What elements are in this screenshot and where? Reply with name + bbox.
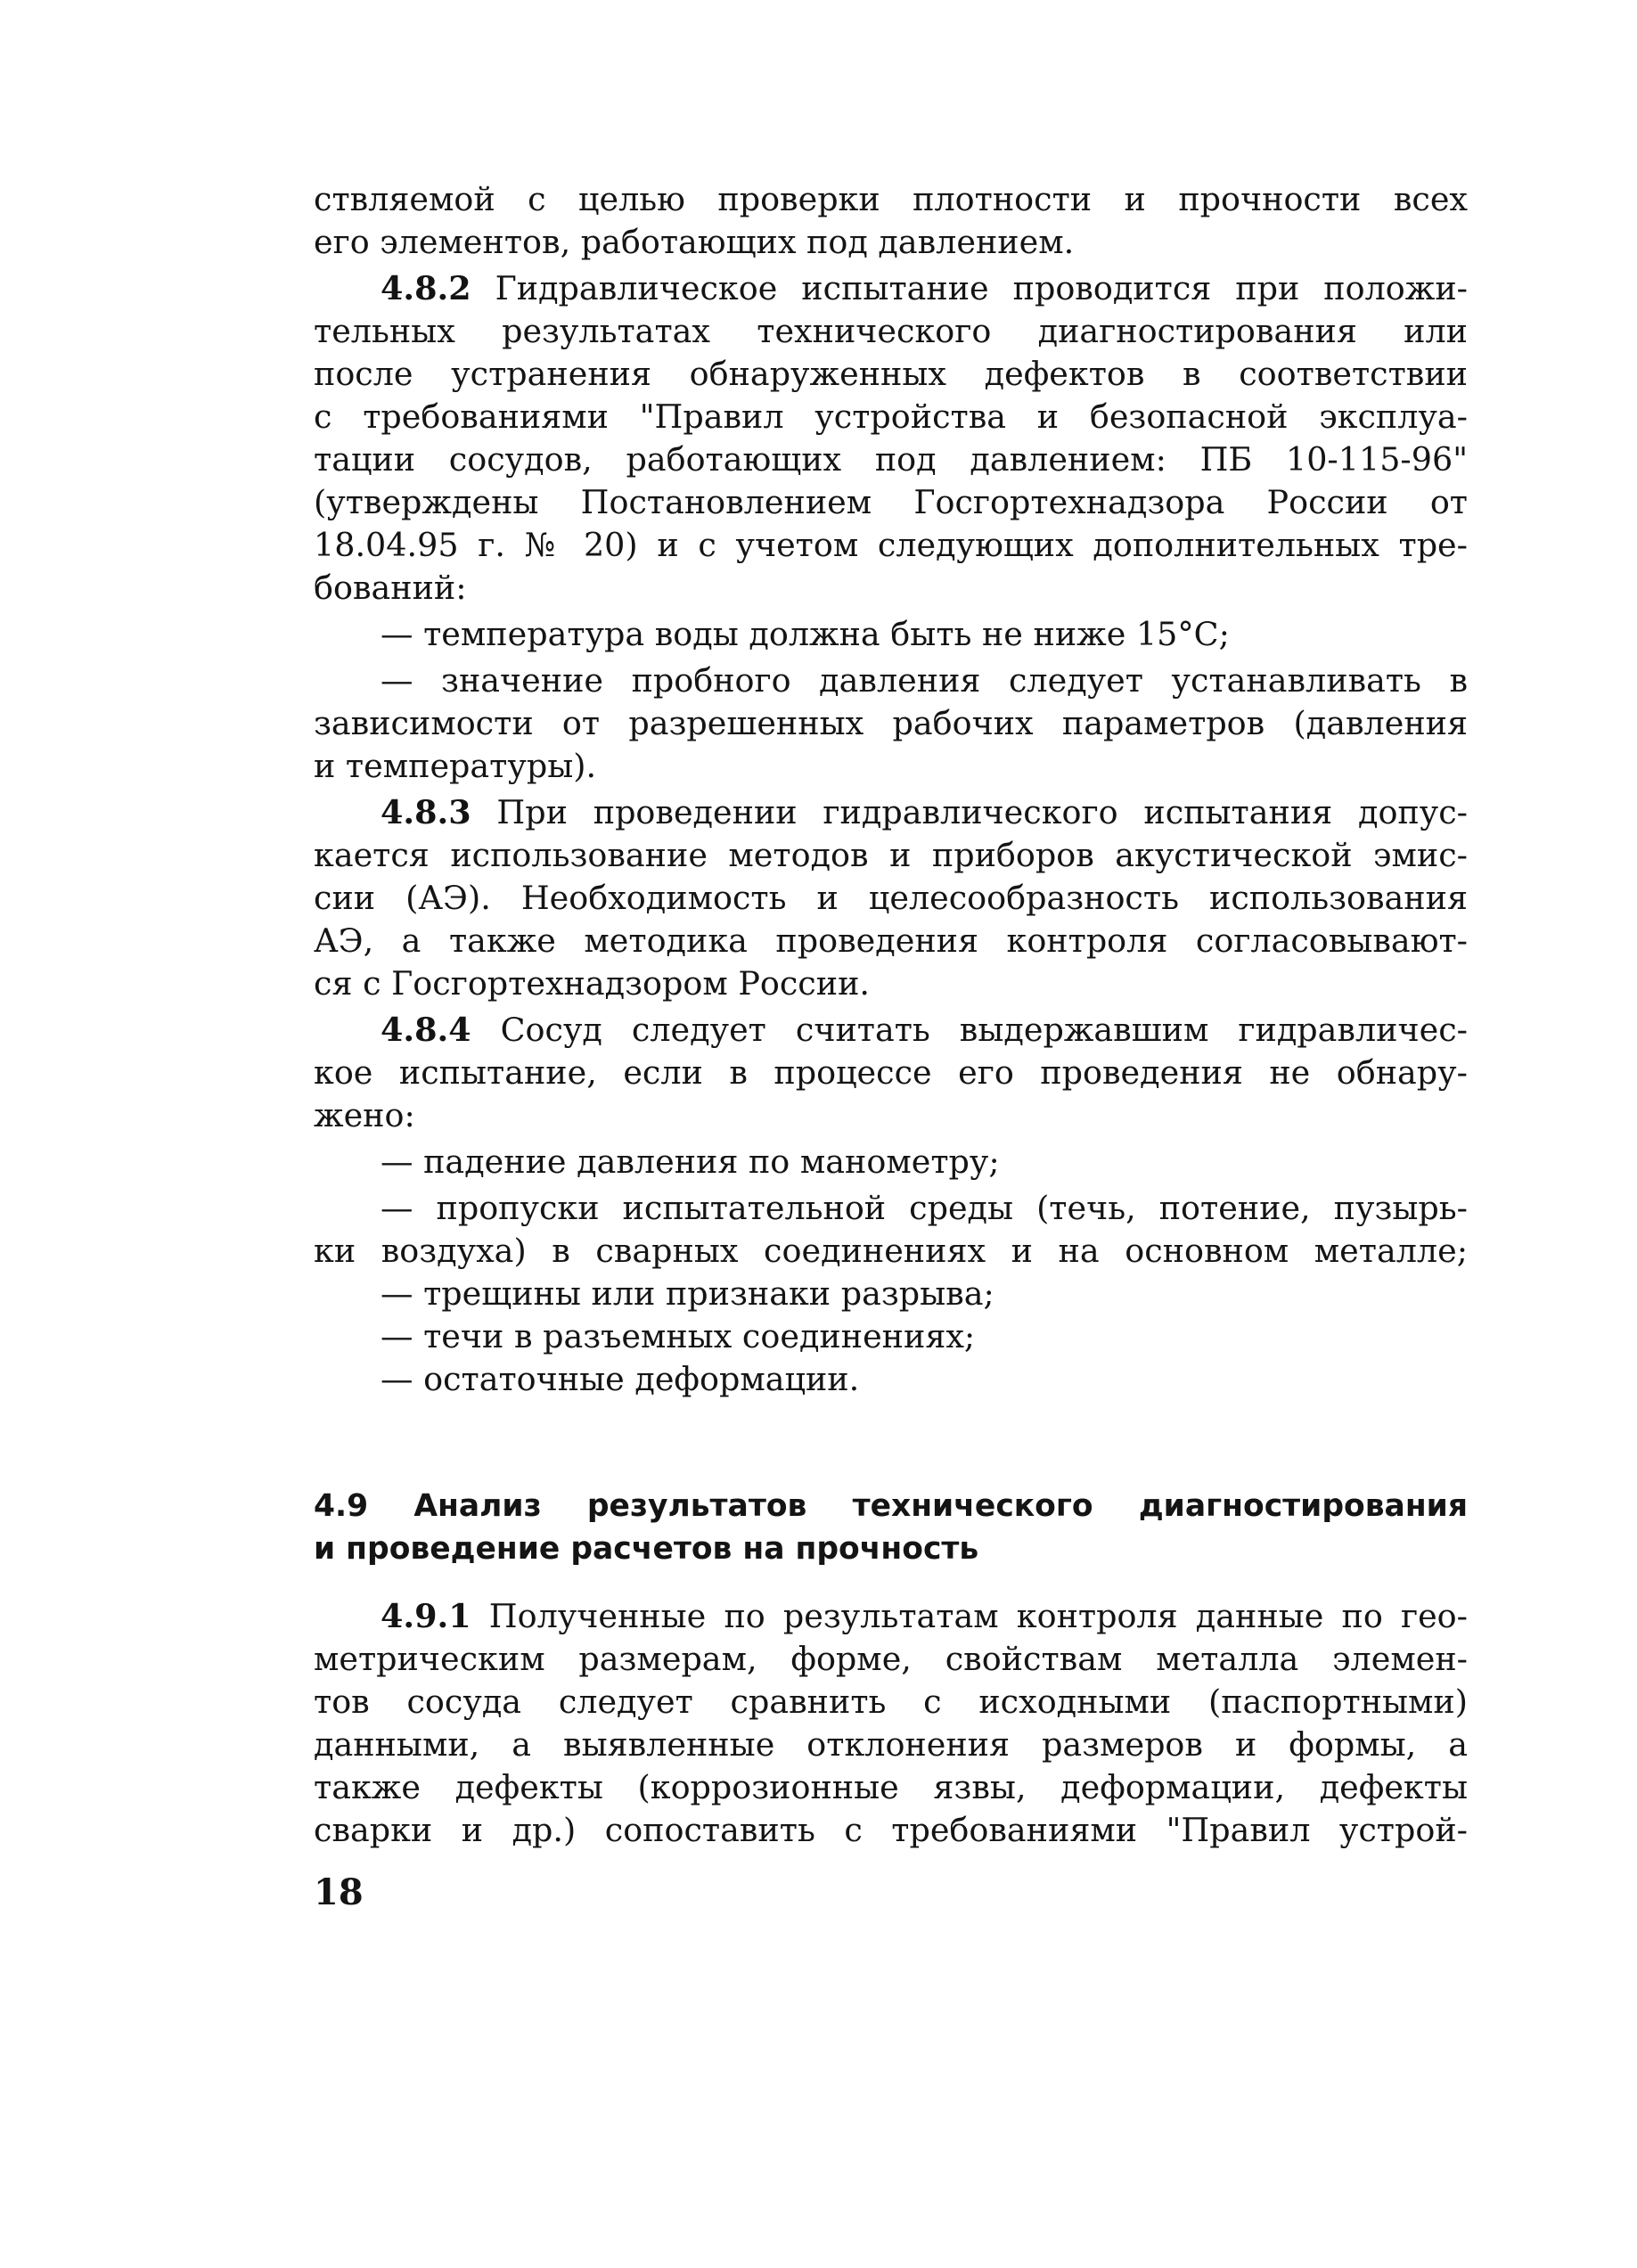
list-item: — трещины или признаки разрыва; — [381, 1274, 994, 1313]
text-line: метрическим размерам, форме, свойствам металла элемен- — [314, 1640, 1468, 1678]
list-item: — остаточные деформации. — [381, 1360, 860, 1398]
text-span: При проведении гидравлического испытания допус- — [496, 793, 1468, 831]
text-line: ки воздуха) в сварных соединениях и на основном металле; — [314, 1232, 1468, 1270]
text-line: ствляемой с целью проверки плотности и прочности всех — [314, 180, 1468, 218]
text-line: сии (АЭ). Необходимость и целесообразность использования — [314, 879, 1468, 917]
paragraph-4-8-4-first-line — [381, 1009, 1468, 1052]
text-line: ся с Госгортехнадзором России. — [314, 964, 870, 1003]
text-line: с требованиями "Правил устройства и безопасной эксплуа- — [314, 397, 1468, 436]
text-line: кается использование методов и приборов акустической эмис- — [314, 836, 1468, 874]
clause-number: 4.8.2 — [381, 269, 471, 307]
text-span: Сосуд следует считать выдержавшим гидравличес- — [500, 1011, 1468, 1049]
text-line: его элементов, работающих под давлением. — [314, 223, 1075, 261]
text-line: тов сосуда следует сравнить с исходными (паспортными) — [314, 1683, 1468, 1721]
list-item: — температура воды должна быть не ниже 15°С; — [381, 615, 1230, 653]
list-item: — течи в разъемных соединениях; — [381, 1317, 976, 1355]
clause-number: 4.9.1 — [381, 1597, 471, 1635]
clause-number: 4.8.3 — [381, 793, 471, 831]
text-span: Гидравлическое испытание проводится при положи- — [495, 269, 1468, 307]
text-line: АЭ, а также методика проведения контроля согласовывают- — [314, 921, 1468, 960]
section-heading-line-1: 4.9 Анализ результатов технического диагностирования — [314, 1488, 1468, 1524]
text-line: 18.04.95 г. № 20) и с учетом следующих дополнительных тре- — [314, 526, 1468, 564]
clause-number: 4.8.4 — [381, 1011, 471, 1049]
text-line: сварки и др.) сопоставить с требованиями "Правил устрой- — [314, 1811, 1468, 1849]
text-line: тации сосудов, работающих под давлением: ПБ 10-115-96" — [314, 440, 1468, 479]
text-line: данными, а выявленные отклонения размеров и формы, а — [314, 1725, 1468, 1764]
section-heading-line-2: и проведение расчетов на прочность — [314, 1531, 979, 1567]
text-line: (утверждены Постановлением Госгортехнадзора России от — [314, 483, 1468, 521]
text-line: тельных результатах технического диагностирования или — [314, 312, 1468, 350]
list-item: — пропуски испытательной среды (течь, потение, пузырь- — [381, 1189, 1468, 1227]
text-line: кое испытание, если в процессе его проведения не обнару- — [314, 1053, 1468, 1092]
text-span: Полученные по результатам контроля данные по гео- — [488, 1597, 1468, 1635]
paragraph-4-8-2-first-line — [381, 267, 1468, 310]
text-line: бований: — [314, 569, 467, 607]
paragraph-4-9-1-first-line — [381, 1595, 1468, 1638]
text-line: после устранения обнаруженных дефектов в соответствии — [314, 355, 1468, 393]
text-line: также дефекты (коррозионные язвы, деформации, дефекты — [314, 1768, 1468, 1806]
text-line: зависимости от разрешенных рабочих параметров (давления — [314, 704, 1468, 742]
text-line: и температуры). — [314, 747, 597, 785]
page-number: 18 — [314, 1871, 364, 1913]
paragraph-4-8-3-first-line — [381, 791, 1468, 834]
list-item: — значение пробного давления следует устанавливать в — [381, 661, 1468, 700]
list-item: — падение давления по манометру; — [381, 1142, 1000, 1181]
text-line: жено: — [314, 1096, 415, 1134]
